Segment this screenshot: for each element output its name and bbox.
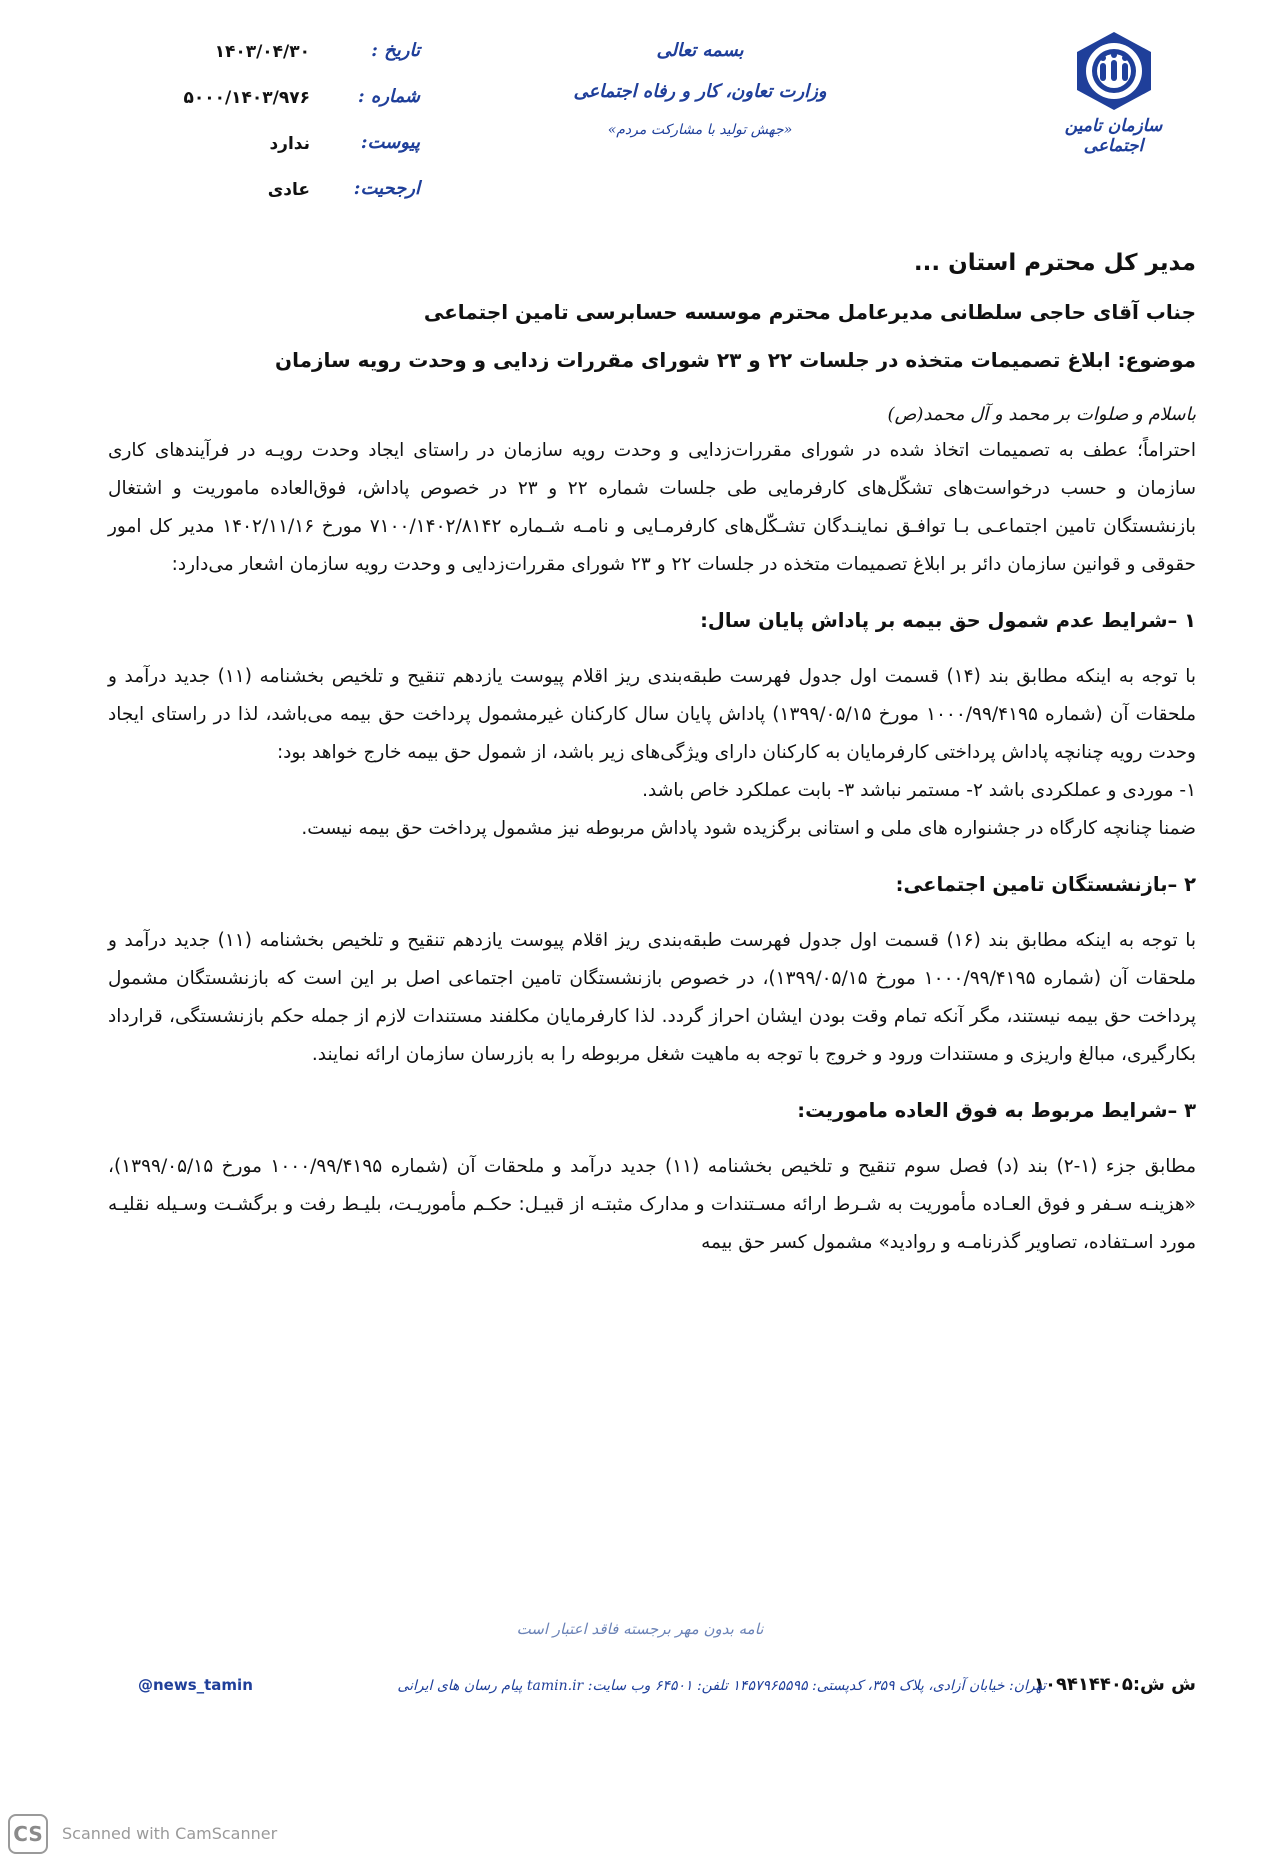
recipient-line-1: مدیر کل محترم استان ... [913,250,1196,276]
footer-address: تهران: خیابان آزادی، پلاک ۳۵۹، کدپستی: ۱۴۵۷۹۶۵۵۹۵ تلفن: ۶۴۵۰۱ وب سایت: tamin.ir پیام رسان های ایرانی [397,1678,1046,1694]
letterhead-center [520,40,880,138]
letter-meta [140,40,420,224]
section-2-title: ۲ –بازنشستگان تامین اجتماعی: [895,873,1196,896]
serial-number: ش ش:۱۰۹۴۱۴۴۰۵ [1033,1674,1196,1695]
intro-paragraph: احتراماً؛ عطف به تصمیمات اتخاذ شده در شورای مقررات‌زدایی و وحدت رویه سازمان در راستای ایجاد وحدت رویـه در فرآیندهای کاری سازمان و حسب درخواست‌های تشکّل‌های کارفرمایی طی جلسات شماره ۲۲ و ۲۳ در خصوص پاداش، فوق‌العاده ماموریت و اشتغال بازنشستگان تامین اجتماعـی بـا توافـق نماینـدگان تشـکّل‌های کارفرمـایی و نامـه شـماره ۷۱۰۰/۱۴۰۲/۸۱۴۲ مورخ ۱۴۰۲/۱۱/۱۶ مدیر کل امور حقوقی و قوانین سازمان دائر بر ابلاغ تصمیمات متخذه در جلسات ۲۲ و ۲۳ شورای مقررات‌زدایی و وحدت رویه سازمان اشعار می‌دارد: [108,440,1197,575]
meta-date [140,40,420,86]
meta-label: ارجحیت: [353,178,420,199]
section-3-body: مطابق جزء (۱-۲) بند (د) فصل سوم تنقیح و تلخیص بخشنامه (۱۱) جدید درآمد و ملحقات آن (شماره ۱۰۰۰/۹۹/۴۱۹۵ مورخ ۱۳۹۹/۰۵/۱۵)، «هزینـه سـفر و فوق العـاده مأموریت به شـرط ارائه مسـتندات و مدارک مثبتـه از قبیـل: حکـم مأموریـت، بلیـط رفت و برگشـت وسـیله نقلیـه مورد اسـتفاده، تصاویر گذرنامـه و روادید» مشمول کسر حق بیمه [108,1156,1197,1253]
validity-note: نامه بدون مهر برجسته فاقد اعتبار است [516,1620,764,1638]
section-1-note: ضمنا چنانچه کارگاه در جشنواره های ملی و استانی برگزیده شود پاداش مربوطه نیز مشمول پرداخت حق بیمه نیست. [301,818,1196,839]
salutation: باسلام و صلوات بر محمد و آل محمد(ص) [887,404,1196,425]
meta-priority [140,178,420,224]
section-3-title: ۳ –شرایط مربوط به فوق العاده ماموریت: [797,1099,1196,1122]
meta-label: پیوست: [360,132,420,153]
bismillah: بسمه تعالی [656,40,744,61]
meta-label: شماره : [357,86,420,107]
meta-value: ۱۴۰۳/۰۴/۳۰ [214,42,310,62]
section-2-body: با توجه به اینکه مطابق بند (۱۶) قسمت اول جدول فهرست طبقه‌بندی ریز اقلام پیوست یازدهم تنقیح و تلخیص بخشنامه (۱۱) جدید درآمد و ملحقات آن (شماره ۱۰۰۰/۹۹/۴۱۹۵ مورخ ۱۳۹۹/۰۵/۱۵)، در خصوص بازنشستگان تامین اجتماعی اصل بر این است که بازنشستگان مشمول پرداخت حق بیمه نیستند، مگر آنکه تمام وقت بودن ایشان احراز گردد. لذا کارفرمایان مکلفند مستندات لازم از جمله حکم بازنشستگی، قرارداد بکارگیری، مبالغ واریزی و مستندات ورود و خروج با توجه به ماهیت شغل مربوطه را به بازرسان سازمان ارائه نمایند. [108,930,1196,1065]
scanner-watermark [8,1814,308,1856]
recipient-line-2: جناب آقای حاجی سلطانی مدیرعامل محترم موسسه حسابرسی تامین اجتماعی [423,300,1196,324]
section-1-title: ۱ –شرایط عدم شمول حق بیمه بر پاداش پایان سال: [700,609,1196,632]
organization-logo [1041,30,1186,156]
motto: «جهش تولید با مشارکت مردم» [607,122,793,138]
meta-value: ۵۰۰۰/۱۴۰۳/۹۷۶ [183,88,310,108]
scanner-text: Scanned with CamScanner [62,1824,278,1843]
tamin-logo-icon [1073,30,1155,112]
messenger-handle: @news_tamin [138,1676,253,1694]
section-1-items: ۱- موردی و عملکردی باشد ۲- مستمر نباشد ۳- بابت عملکرد خاص باشد. [642,780,1196,801]
meta-number [140,86,420,132]
section-1-body: با توجه به اینکه مطابق بند (۱۴) قسمت اول جدول فهرست طبقه‌بندی ریز اقلام پیوست یازدهم تنقیح و تلخیص بخشنامه (۱۱) جدید درآمد و ملحقات آن (شماره ۱۰۰۰/۹۹/۴۱۹۵ مورخ ۱۳۹۹/۰۵/۱۵) پاداش پایان سال کارکنان غیرمشمول پرداخت حق بیمه می‌باشد، لذا در راستای ایجاد وحدت رویه چنانچه پاداش پرداختی کارفرمایان به کارکنان دارای ویژگی‌های زیر باشد، از شمول حق بیمه خارج خواهد بود: [108,666,1197,763]
meta-attachment [140,132,420,178]
ministry-name: وزارت تعاون، کار و رفاه اجتماعی [573,81,827,102]
meta-value: ندارد [269,134,310,154]
camscanner-logo-icon: CS [8,1814,48,1854]
letter-body [108,238,1196,1262]
footer-line [108,1668,1196,1708]
organization-name: سازمان تامین اجتماعی [1064,116,1163,156]
meta-value: عادی [267,180,310,200]
meta-label: تاریخ : [371,40,420,61]
subject-line: موضوع: ابلاغ تصمیمات متخذه در جلسات ۲۲ و ۲۳ شورای مقررات زدایی و وحدت رویه سازمان [275,348,1196,372]
